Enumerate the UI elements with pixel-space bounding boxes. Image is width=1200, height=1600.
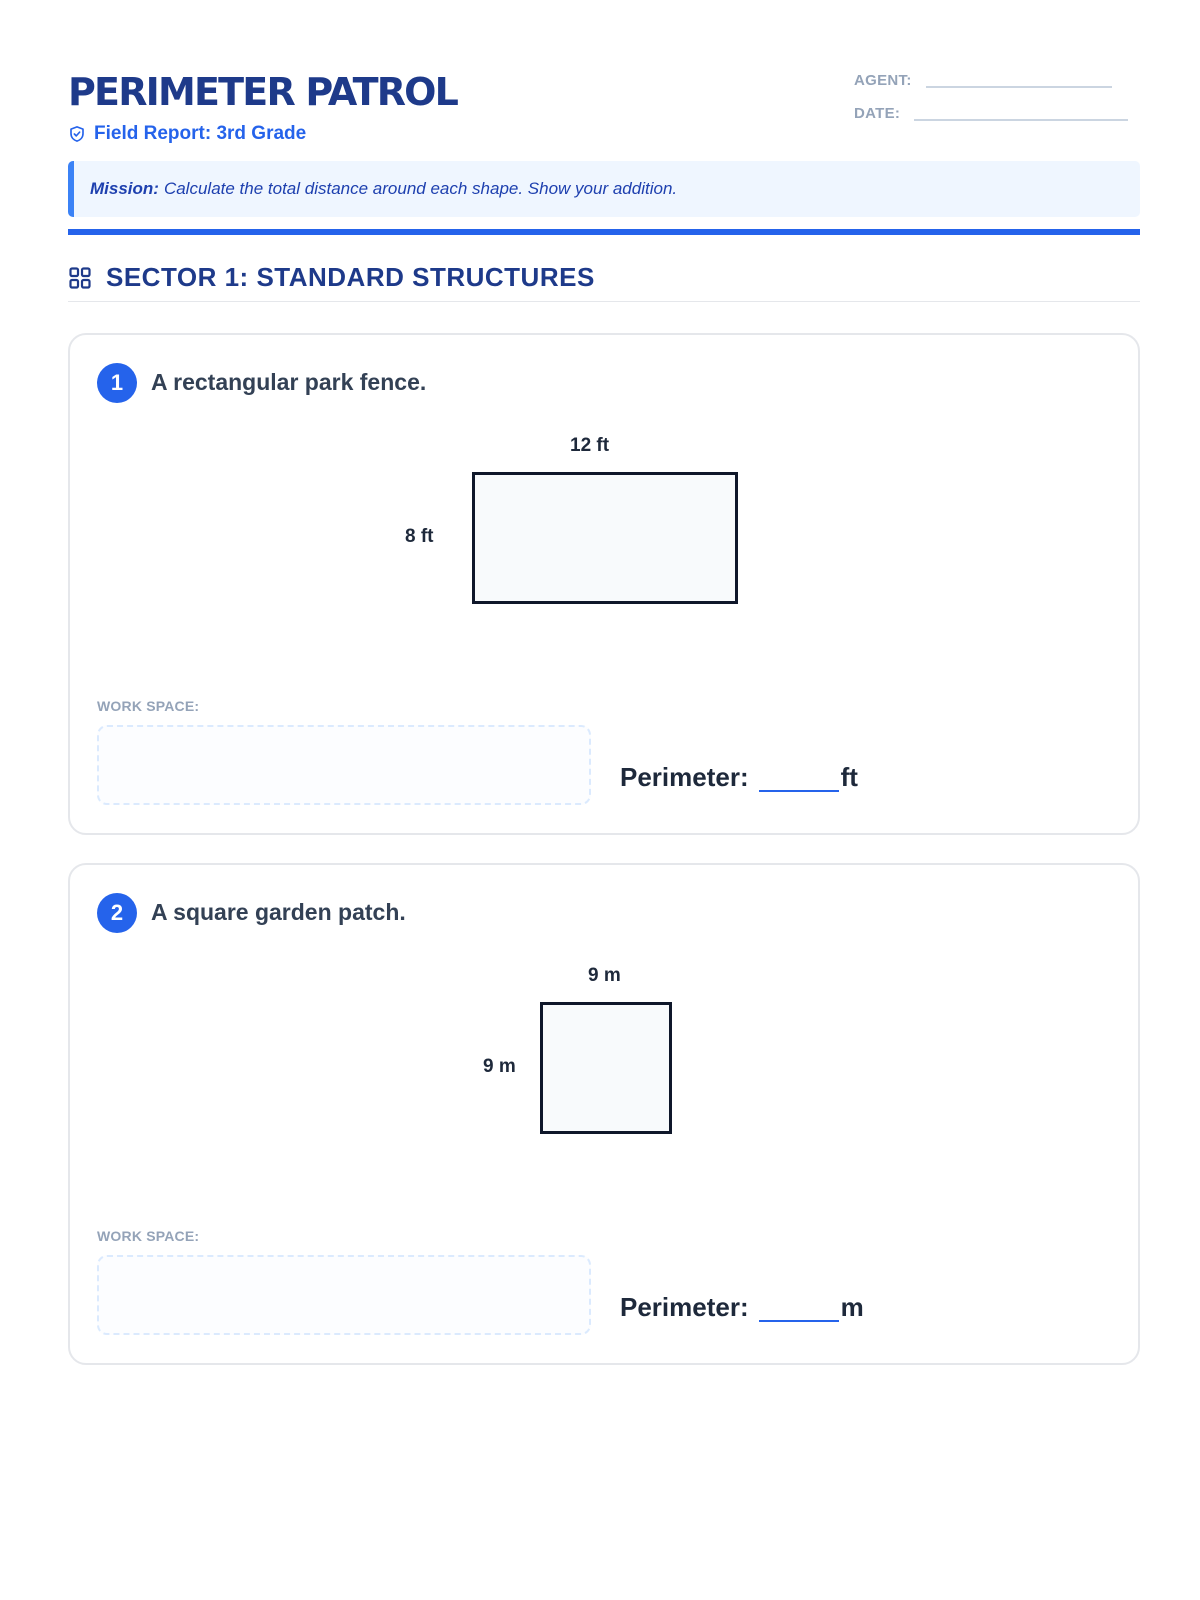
grid-icon: [68, 262, 92, 290]
shape-top-dimension: 12 ft: [570, 435, 610, 456]
problem-prompt: A rectangular park fence.: [151, 369, 427, 395]
subtitle-text: Field Report: 3rd Grade: [94, 123, 307, 144]
problem-number-badge: 1: [97, 363, 137, 403]
shape-side-dimension: 9 m: [483, 1056, 516, 1077]
rectangle-shape: [472, 472, 738, 604]
problem-number-badge: 2: [97, 893, 137, 933]
date-field: [854, 105, 1128, 122]
problem-card-2: [68, 863, 1140, 1365]
answer-blank-line[interactable]: [759, 790, 839, 792]
answer-blank-line[interactable]: [759, 1320, 839, 1322]
answer-label: Perimeter:: [620, 762, 749, 792]
answer-unit: ft: [840, 762, 858, 792]
square-shape: [540, 1002, 672, 1134]
sector-title: SECTOR 1: STANDARD STRUCTURES: [106, 262, 595, 292]
shield-check-icon: [68, 125, 86, 143]
shape-top-dimension: 9 m: [588, 965, 621, 986]
answer-field: [620, 759, 858, 793]
answer-unit: m: [840, 1292, 864, 1322]
mission-banner: [68, 161, 1140, 217]
worksheet-header: [68, 0, 1140, 160]
sector-heading: [68, 262, 1140, 302]
shape-side-dimension: 8 ft: [405, 526, 434, 547]
answer-field: [620, 1289, 864, 1323]
agent-field: [854, 72, 1112, 89]
agent-label: AGENT:: [854, 72, 912, 89]
problem-prompt: A square garden patch.: [151, 899, 406, 925]
workspace-box[interactable]: [97, 1255, 591, 1335]
subtitle: [68, 121, 306, 147]
workspace-label: WORK SPACE:: [97, 698, 200, 714]
answer-label: Perimeter:: [620, 1292, 749, 1322]
date-label: DATE:: [854, 105, 901, 122]
header-divider: [68, 229, 1140, 235]
date-blank-line[interactable]: [914, 119, 1128, 121]
worksheet-page: [68, 0, 1140, 1322]
page-title: PERIMETER PATROL: [68, 70, 458, 114]
problem-card-1: [68, 333, 1140, 835]
mission-label: Mission:: [90, 179, 159, 198]
mission-text: Calculate the total distance around each shape. Show your addition.: [163, 179, 678, 198]
workspace-label: WORK SPACE:: [97, 1228, 200, 1244]
workspace-box[interactable]: [97, 725, 591, 805]
agent-blank-line[interactable]: [926, 86, 1112, 88]
